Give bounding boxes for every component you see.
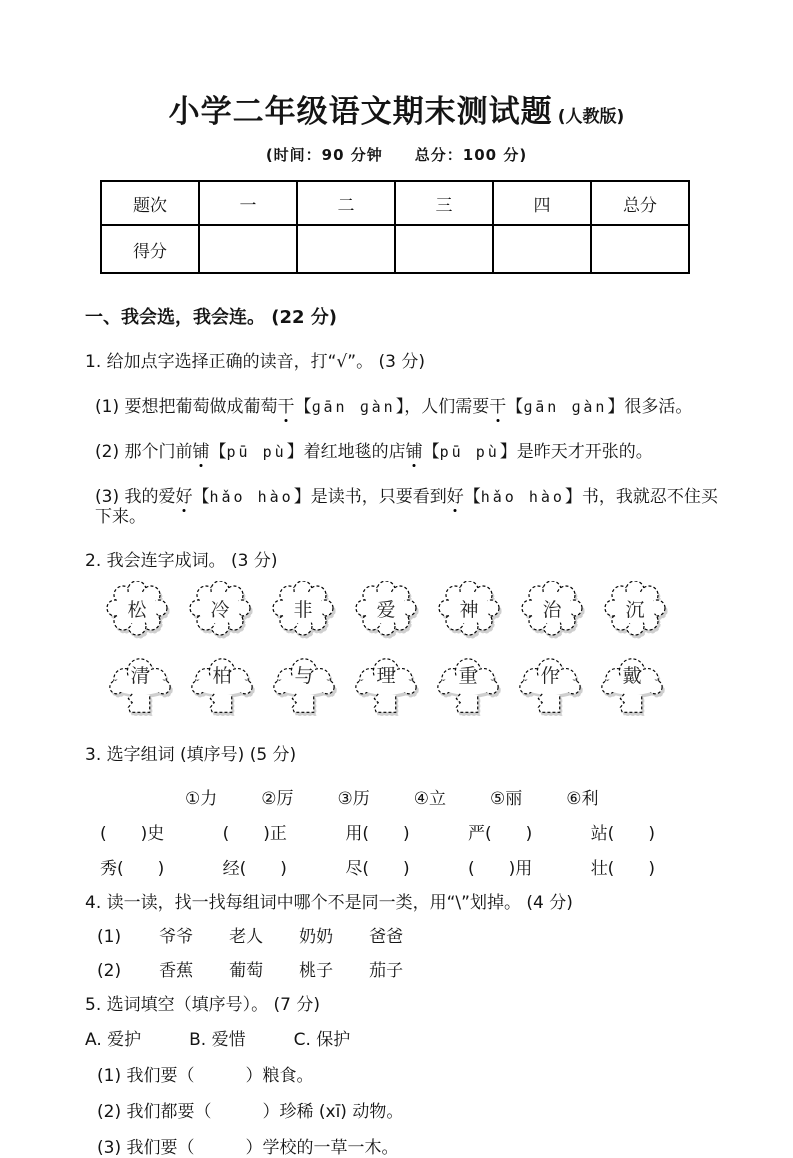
page-title: 小学二年级语文期末测试题 — [168, 94, 553, 130]
score-header-cell: 二 — [297, 181, 395, 225]
q5-option: C. 保护 — [293, 1030, 351, 1050]
q3-blank: ( )正 — [222, 824, 287, 844]
score-table-score-row — [101, 225, 689, 273]
q4-row-2 — [97, 961, 733, 981]
q3-option: ①力 — [185, 789, 218, 809]
dotted-char: 干 — [277, 397, 295, 417]
text-segment: 【 — [192, 487, 210, 507]
q3-blank: 秀( ) — [100, 859, 165, 879]
mushroom-cloud-shape — [515, 655, 585, 721]
q3-blank: ( )史 — [100, 824, 165, 844]
score-cell — [591, 225, 689, 273]
cloud-char: 沉 — [625, 599, 645, 621]
q5-label: 5. 选词填空（填序号）。 (7 分) — [85, 995, 321, 1015]
q2-bottom-row — [105, 655, 667, 721]
flower-cloud-shape — [105, 581, 169, 639]
q4-word: 茄子 — [369, 961, 404, 981]
text-segment: 【 — [209, 442, 227, 462]
flower-cloud-shape — [354, 581, 418, 639]
q3-options-row — [185, 789, 733, 809]
mushroom-cloud-shape — [187, 655, 257, 721]
dotted-char: 好 — [175, 487, 193, 507]
q2-label: 2. 我会连字成词。 (3 分) — [85, 551, 278, 571]
text-segment: (1) 要想把葡萄做成葡萄 — [95, 397, 278, 417]
score-table-header-row — [101, 181, 689, 225]
q5-option: A. 爱护 — [85, 1030, 142, 1050]
flower-cloud-shape — [520, 581, 584, 639]
mushroom-cloud-shape — [351, 655, 421, 721]
q2-top-row — [105, 581, 667, 639]
q4-word: 香蕉 — [159, 961, 194, 981]
score-cell — [493, 225, 591, 273]
q3-blank: ( )用 — [468, 859, 533, 879]
q5-option: B. 爱惜 — [189, 1030, 246, 1050]
text-segment: 】，人们需要 — [395, 397, 490, 417]
q3-blank: 经( ) — [222, 859, 287, 879]
mushroom-cloud-shape — [597, 655, 667, 721]
text-segment: 【 — [463, 487, 481, 507]
pinyin-choice: hǎo hào — [480, 488, 565, 506]
flower-cloud-shape — [271, 581, 335, 639]
q4-row-1 — [97, 927, 733, 947]
text-segment: 【 — [506, 397, 524, 417]
score-table — [100, 180, 690, 274]
text-segment: 【 — [422, 442, 440, 462]
q4-word: 爷爷 — [159, 927, 194, 947]
cloud-char: 戴 — [622, 665, 642, 687]
q1-item-3 — [95, 487, 733, 527]
text-segment: 】是昨天才开张的。 — [499, 442, 653, 462]
q4-word: 老人 — [229, 927, 264, 947]
cloud-char: 冷 — [210, 599, 230, 621]
score-cell — [199, 225, 297, 273]
dotted-char: 铺 — [192, 442, 210, 462]
header — [0, 86, 793, 131]
q3-option: ③历 — [337, 789, 370, 809]
q3-blank: 站( ) — [590, 824, 655, 844]
q5-item-1: (1) 我们要（ ）粮食。 — [97, 1066, 314, 1086]
q3-blank: 用( ) — [345, 824, 410, 844]
q3-option: ⑤丽 — [490, 789, 523, 809]
q1-item-1 — [95, 397, 733, 417]
q3-option: ④立 — [413, 789, 446, 809]
cloud-char: 柏 — [212, 665, 232, 687]
text-segment: (2) 那个门前 — [95, 442, 193, 462]
q3-blank-row-2 — [100, 859, 655, 879]
text-segment: 】很多活。 — [607, 397, 693, 417]
score-row-label: 得分 — [101, 225, 199, 273]
score-cell — [297, 225, 395, 273]
cloud-char: 重 — [458, 665, 478, 687]
text-segment: 】书，我就忍不住买下来。 — [95, 487, 718, 527]
cloud-char: 理 — [376, 665, 396, 687]
mushroom-cloud-shape — [105, 655, 175, 721]
edition-label: (人教版) — [557, 107, 625, 127]
score-header-cell: 一 — [199, 181, 297, 225]
q4-label: 4. 读一读，找一找每组词中哪个不是同一类，用“\”划掉。 (4 分) — [85, 893, 573, 913]
q1-item-2 — [95, 442, 733, 462]
q5-item-2: (2) 我们都要（ ）珍稀 (xī) 动物。 — [97, 1102, 404, 1122]
q4-word: 奶奶 — [299, 927, 334, 947]
text-segment: 】着红地毯的店 — [286, 442, 406, 462]
q4-word: 桃子 — [299, 961, 334, 981]
dotted-char: 铺 — [405, 442, 423, 462]
q4-word: 葡萄 — [229, 961, 264, 981]
score-header-cell: 四 — [493, 181, 591, 225]
q3-label: 3. 选字组词 (填序号) (5 分) — [85, 745, 297, 765]
q5-item-3: (3) 我们要（ ）学校的一草一木。 — [97, 1138, 399, 1158]
section-one — [85, 308, 733, 1158]
dotted-char: 好 — [446, 487, 464, 507]
q3-option: ②厉 — [261, 789, 294, 809]
text-segment: (3) 我的爱 — [95, 487, 176, 507]
text-segment: 】是读书，只要看到 — [293, 487, 447, 507]
text-segment: 【 — [294, 397, 312, 417]
mushroom-cloud-shape — [433, 655, 503, 721]
dotted-char: 干 — [489, 397, 507, 417]
q1-label: 1. 给加点字选择正确的读音，打“√”。 (3 分) — [85, 352, 425, 372]
flower-cloud-shape — [188, 581, 252, 639]
pinyin-choice: pū pù — [226, 443, 287, 461]
cloud-char: 神 — [459, 599, 479, 621]
exam-meta: (时间：90 分钟 总分：100 分) — [265, 146, 528, 164]
item-number: (1) — [97, 927, 122, 947]
q3-blank: 严( ) — [468, 824, 533, 844]
cloud-char: 与 — [294, 665, 314, 687]
q3-blank: 壮( ) — [590, 859, 655, 879]
q5-options-row — [85, 1030, 733, 1050]
cloud-char: 清 — [130, 665, 150, 687]
mushroom-cloud-shape — [269, 655, 339, 721]
score-cell — [395, 225, 493, 273]
cloud-char: 治 — [542, 599, 562, 621]
score-header-cell: 总分 — [591, 181, 689, 225]
score-header-cell: 题次 — [101, 181, 199, 225]
q4-word: 爸爸 — [369, 927, 404, 947]
section-heading: 一、我会选，我会连。 (22 分) — [85, 307, 338, 328]
item-number: (2) — [97, 961, 122, 981]
q3-blank: 尽( ) — [345, 859, 410, 879]
flower-cloud-shape — [437, 581, 501, 639]
flower-cloud-shape — [603, 581, 667, 639]
cloud-char: 非 — [293, 599, 313, 621]
q3-option: ⑥利 — [566, 789, 599, 809]
pinyin-choice: pū pù — [439, 443, 500, 461]
q3-blank-row-1 — [100, 824, 655, 844]
cloud-char: 松 — [127, 599, 147, 621]
cloud-char: 作 — [540, 665, 560, 687]
pinyin-choice: hǎo hào — [209, 488, 294, 506]
cloud-char: 爱 — [376, 599, 396, 621]
pinyin-choice: ɡān ɡàn — [311, 398, 396, 416]
pinyin-choice: ɡān ɡàn — [523, 398, 608, 416]
score-header-cell: 三 — [395, 181, 493, 225]
